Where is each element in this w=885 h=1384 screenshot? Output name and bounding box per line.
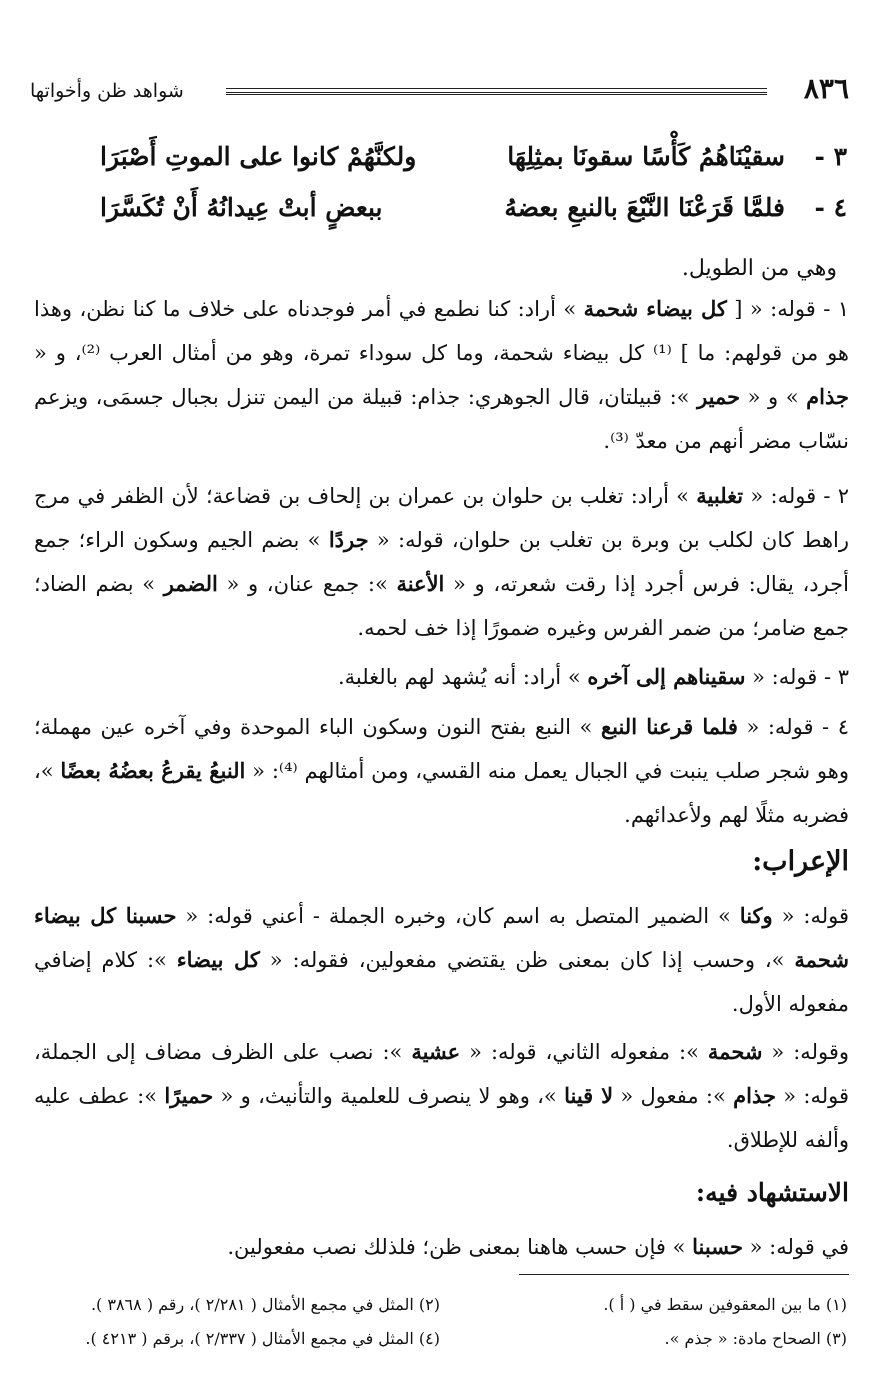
quoted-term: الضمر <box>163 571 218 596</box>
footnote-1: (١) ما بين المعقوفين سقط في ( أ ). <box>603 1295 847 1314</box>
footnote-4: (٤) المثل في مجمع الأمثال ( ٢/٣٣٧ )، برقم ( ٤٢١٣ ). <box>85 1329 440 1348</box>
text: ٢ - قوله: « <box>743 484 849 508</box>
text: »: قبيلتان، قال الجوهري: جذام: قبيلة من اليمن تنزل بجبال جسمَى، ويزعم نسّاب مضر أنهم من معدّ <box>34 385 849 453</box>
text: » الضمير المتصل به اسم كان، وخبره الجملة - أعني قوله: « <box>176 904 740 928</box>
running-header <box>30 72 849 112</box>
quoted-term: النبعُ يقرعُ بعضُهُ بعضًا <box>60 758 246 783</box>
quoted-term: عشية <box>411 1039 461 1064</box>
commentary-2 <box>34 474 849 650</box>
text: » بضم الضاد؛ جمع ضامر؛ من ضمر الفرس وغيره ضمورًا إذا خف لحمه. <box>34 572 849 640</box>
text: في قوله: « <box>742 1235 849 1259</box>
quoted-term: تغلبية <box>696 483 744 508</box>
quoted-term: جذام <box>806 384 849 409</box>
quoted-term: جردًا <box>328 527 369 552</box>
verse-first-hemistich: سقيْنَاهُمُ كَأْسًا سقونَا بمثِلِهَا <box>507 142 785 171</box>
text: »: جمع عنان، و « <box>217 572 397 596</box>
irab-paragraph-2 <box>34 1030 849 1162</box>
quoted-term: كل بيضاء <box>176 947 260 972</box>
running-title: شواهد ظن وأخواتها <box>30 80 184 102</box>
text: » أراد: تغلب بن حلوان بن عمران بن إلحاف بن قضاعة؛ لأن الظفر في مرج راهط كان لكلب بن وبرة بن تغلب بن حلوان، قوله: « <box>34 484 849 552</box>
verse-line <box>100 142 847 186</box>
header-rule <box>226 88 767 93</box>
text: قوله: « <box>772 904 849 928</box>
text: » أراد: أنه يُشهد لهم بالغلبة. <box>337 665 588 689</box>
verse-first-hemistich: فلمَّا قَرَعْنَا النَّبْعَ بالنبعِ بعضهُ <box>504 193 785 222</box>
text: » فإن حسب هاهنا بمعنى ظن؛ فلذلك نصب مفعولين. <box>227 1235 693 1259</box>
page-number: ٨٣٦ <box>803 72 849 105</box>
quoted-term: جذام <box>733 1083 776 1108</box>
quoted-term: كل بيضاء شحمة <box>583 296 727 321</box>
quoted-term: الأعنة <box>396 571 445 596</box>
verse-number: ٤ - <box>814 193 847 222</box>
text: »: عطف عليه وألفه للإطلاق. <box>34 1084 849 1152</box>
text: كل بيضاء شحمة، وما كل سوداء تمرة، وهو من أمثال العرب <box>100 341 653 365</box>
quoted-term: حميرًا <box>164 1083 214 1108</box>
text: » النبع بفتح النون وسكون الباء الموحدة وفي آخره عين مهملة؛ وهو شجر صلب ينبت في الجبال يعمل منه القسي، ومن أمثالهم <box>34 715 849 783</box>
text: وقوله: « <box>762 1040 849 1064</box>
commentary-4 <box>34 705 849 837</box>
irab-paragraph-1 <box>34 894 849 1026</box>
quoted-term: فلما قرعنا النبع <box>600 714 738 739</box>
text: »: مفعوله الثاني، قوله: « <box>460 1040 708 1064</box>
section-heading-istishhad: الاستشهاد فيه: <box>695 1178 849 1207</box>
footnote-ref: ⁽²⁾ <box>81 341 101 365</box>
text: . <box>603 429 611 453</box>
quoted-term: وكنا <box>739 903 773 928</box>
text: »: نصب على الظرف مضاف إلى الجملة، قوله: « <box>34 1040 850 1108</box>
text: » بضم الجيم وسكون الراء؛ جمع أجرد، يقال: فرس أجرد إذا رقت شعرته، و « <box>34 528 849 596</box>
text: : « <box>245 759 279 783</box>
text: ٣ - قوله: « <box>745 665 849 689</box>
footnote-ref: ⁽³⁾ <box>610 429 629 453</box>
footnote-2: (٢) المثل في مجمع الأمثال ( ٢/٢٨١ )، رقم ( ٣٨٦٨ ). <box>90 1295 440 1314</box>
text: ، و « <box>34 341 82 365</box>
quoted-term: لا قينا <box>564 1083 614 1108</box>
text: ٤ - قوله: « <box>737 715 849 739</box>
quoted-term: سقيناهم إلى آخره <box>587 664 746 689</box>
text: »: كلام إضافي مفعوله الأول. <box>34 948 849 1016</box>
text: »، وهو لا ينصرف للعلمية والتأنيث، و « <box>213 1084 565 1108</box>
istishhad-paragraph <box>34 1225 849 1269</box>
verse-second-hemistich: ببعضٍ أبتْ عِيدانُهُ أَنْ تُكَسَّرَا <box>100 193 383 222</box>
text: »: مفعول « <box>613 1084 734 1108</box>
footnote-3: (٣) الصحاح مادة: « جذم ». <box>664 1329 847 1348</box>
verse-number: ٣ - <box>814 142 847 171</box>
header-rule-thin <box>226 94 767 95</box>
quoted-term: حسبنا <box>692 1234 743 1259</box>
commentary-1 <box>34 287 849 463</box>
footnote-ref: ⁽⁴⁾ <box>278 759 298 783</box>
footnote-separator <box>519 1274 849 1275</box>
text: »، فضربه مثلًا لهم ولأعدائهم. <box>34 759 849 827</box>
meter-note: وهي من الطويل. <box>681 256 837 281</box>
text: » أراد: كنا نطمع في أمر فوجدناه على خلاف ما كنا نظن، وهذا هو من قولهم: ما ] <box>34 297 849 365</box>
quoted-term: حسبنا كل بيضاء شحمة <box>34 903 849 972</box>
quoted-term: حمير <box>697 384 741 409</box>
verse-line <box>100 193 847 237</box>
text: ١ - قوله: « [ <box>726 297 849 321</box>
commentary-3 <box>34 655 849 699</box>
text: »، وحسب إذا كان بمعنى ظن يقتضي مفعولين، فقوله: « <box>259 948 795 972</box>
verse-second-hemistich: ولكنَّهُمْ كانوا على الموتِ أَصْبَرَا <box>100 142 417 171</box>
text: » و « <box>740 385 807 409</box>
quoted-term: شحمة <box>707 1039 763 1064</box>
footnote-ref: ⁽¹⁾ <box>652 341 672 365</box>
section-heading-irab: الإعراب: <box>752 846 849 877</box>
